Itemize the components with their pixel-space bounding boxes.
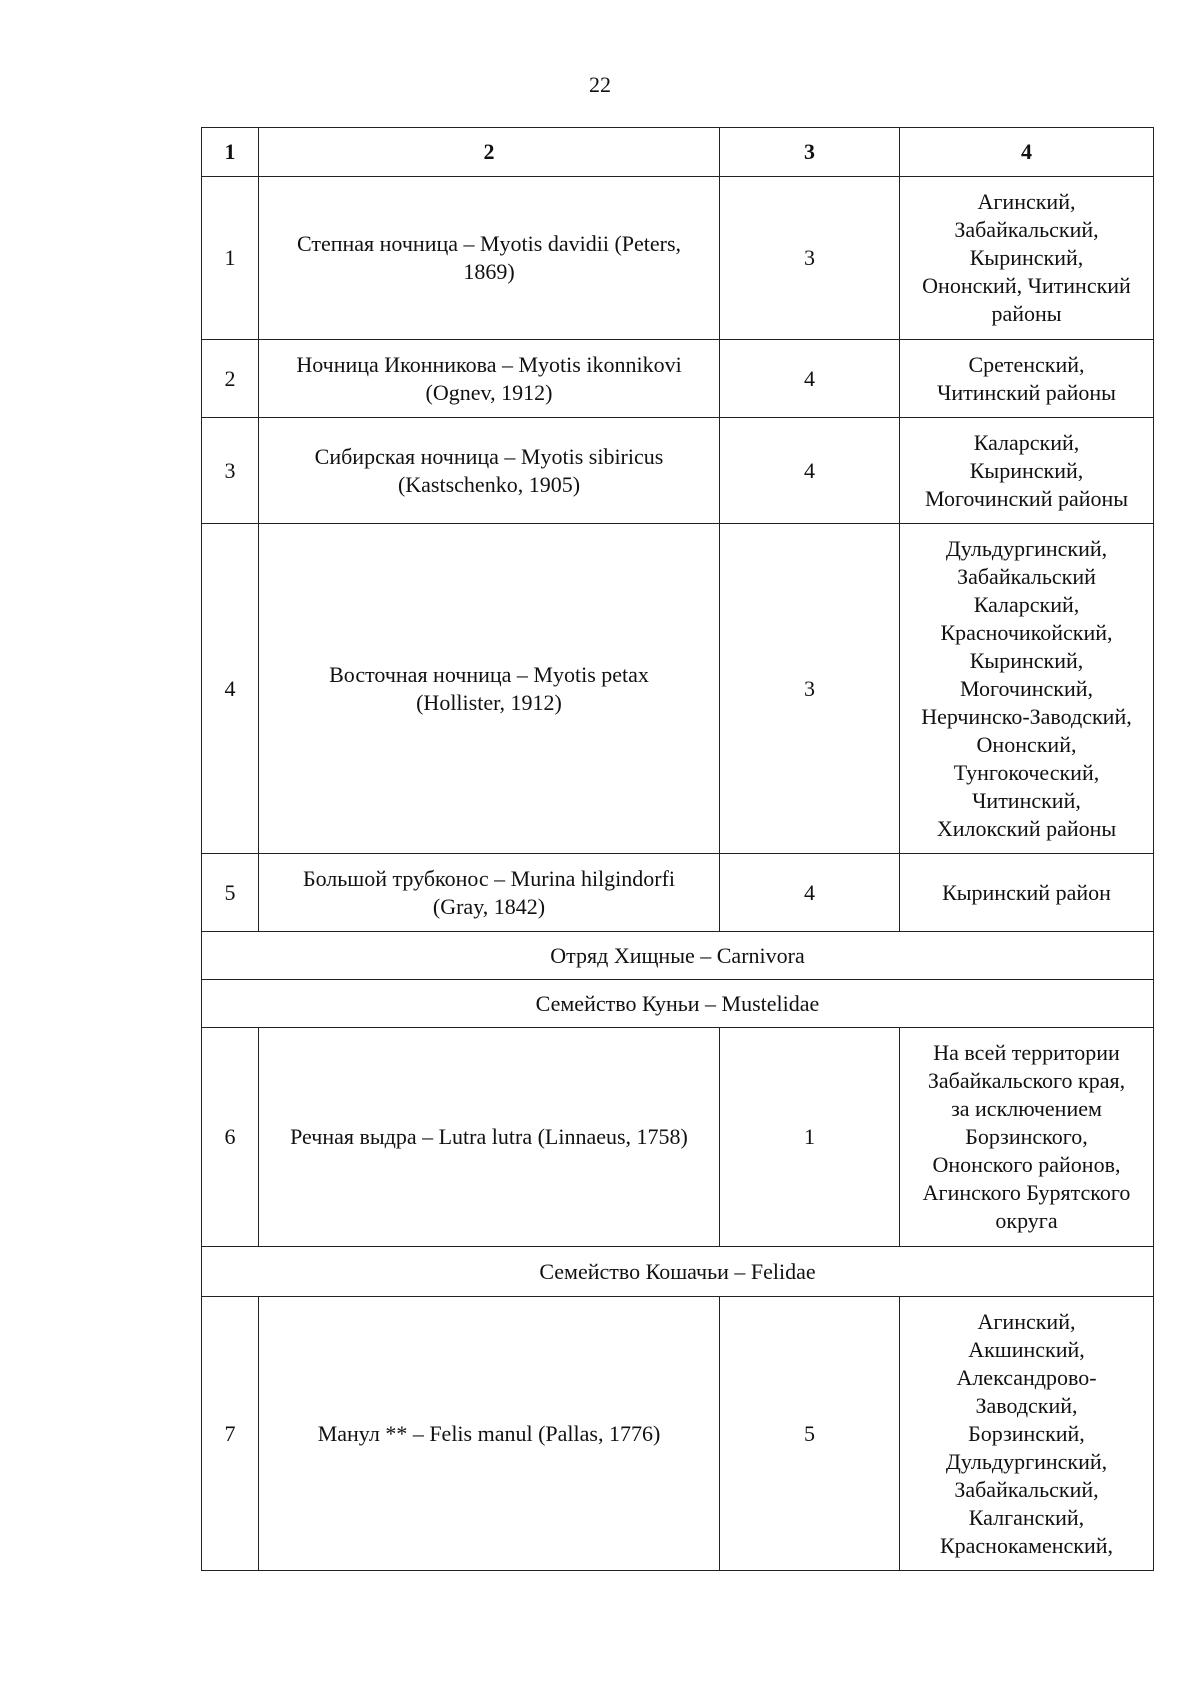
row-number: 3 xyxy=(202,418,259,524)
species-name: Большой трубконос – Murina hilgindorfi (Gray, 1842) xyxy=(259,854,720,932)
family-header-row xyxy=(202,1247,1154,1297)
areas: Сретенский, Читинский районы xyxy=(900,340,1154,418)
category: 1 xyxy=(720,1028,900,1247)
family-title: Семейство Кошачьи – Felidae xyxy=(202,1247,1154,1297)
category: 4 xyxy=(720,854,900,932)
row-number: 4 xyxy=(202,524,259,854)
family-header-row xyxy=(202,980,1154,1028)
header-col-1: 1 xyxy=(202,128,259,177)
category: 4 xyxy=(720,418,900,524)
species-name: Речная выдра – Lutra lutra (Linnaeus, 1758) xyxy=(259,1028,720,1247)
page-number: 22 xyxy=(589,72,611,97)
areas: Кыринский район xyxy=(900,854,1154,932)
order-header-row xyxy=(202,932,1154,980)
category: 3 xyxy=(720,177,900,340)
row-number: 5 xyxy=(202,854,259,932)
order-title: Отряд Хищные – Carnivora xyxy=(202,932,1154,980)
header-col-2: 2 xyxy=(259,128,720,177)
table-header-row xyxy=(202,128,1154,177)
row-number: 1 xyxy=(202,177,259,340)
table-row xyxy=(202,1297,1154,1571)
category: 3 xyxy=(720,524,900,854)
table-row xyxy=(202,854,1154,932)
species-name: Манул ** – Felis manul (Pallas, 1776) xyxy=(259,1297,720,1571)
category: 4 xyxy=(720,340,900,418)
species-name: Сибирская ночница – Myotis sibiricus (Kastschenko, 1905) xyxy=(259,418,720,524)
header-col-4: 4 xyxy=(900,128,1154,177)
species-table xyxy=(201,127,1154,1571)
areas: Каларский, Кыринский, Могочинский районы xyxy=(900,418,1154,524)
areas: На всей территории Забайкальского края, за исключением Борзинского, Ононского районов, Агинского Бурятского округа xyxy=(900,1028,1154,1247)
areas: Агинский, Забайкальский, Кыринский, Ононский, Читинский районы xyxy=(900,177,1154,340)
row-number: 2 xyxy=(202,340,259,418)
species-name: Ночница Иконникова – Myotis ikonnikovi (Ognev, 1912) xyxy=(259,340,720,418)
table-row xyxy=(202,340,1154,418)
row-number: 7 xyxy=(202,1297,259,1571)
header-col-3: 3 xyxy=(720,128,900,177)
areas: Агинский, Акшинский, Александрово- Заводский, Борзинский, Дульдургинский, Забайкальский, Калганский, Краснокаменский, xyxy=(900,1297,1154,1571)
table-row xyxy=(202,177,1154,340)
family-title: Семейство Куньи – Mustelidae xyxy=(202,980,1154,1028)
species-name: Восточная ночница – Myotis petax (Hollister, 1912) xyxy=(259,524,720,854)
table-row xyxy=(202,418,1154,524)
row-number: 6 xyxy=(202,1028,259,1247)
table-row xyxy=(202,524,1154,854)
species-name: Степная ночница – Myotis davidii (Peters, 1869) xyxy=(259,177,720,340)
areas: Дульдургинский, Забайкальский Каларский, Красночикойский, Кыринский, Могочинский, Нерчинско-Заводский, Ононский, Тунгокоческий, Читинский, Хилокский районы xyxy=(900,524,1154,854)
table-row xyxy=(202,1028,1154,1247)
category: 5 xyxy=(720,1297,900,1571)
